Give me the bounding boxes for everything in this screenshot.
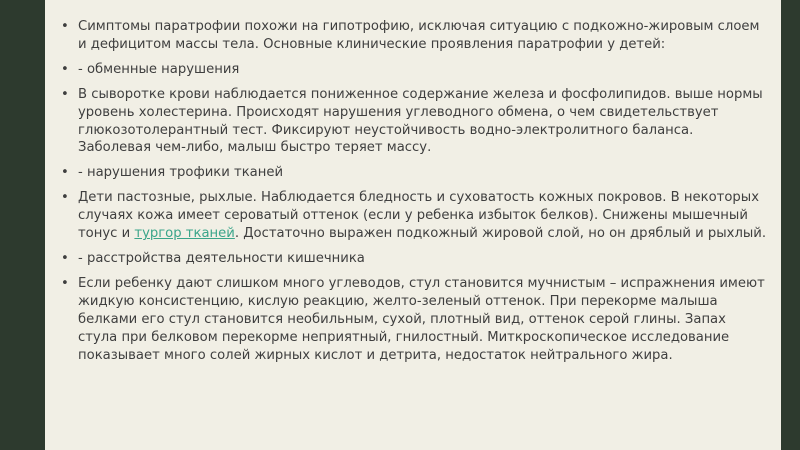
bullet-marker: •: [61, 165, 69, 181]
left-side-bar: [0, 0, 45, 450]
bullet-item-intro: [61, 18, 769, 54]
bullet-item-metabolic-heading: [61, 61, 769, 79]
bullet-marker: •: [61, 190, 69, 206]
bullet-text-after-link: . Достаточно выражен подкожный жировой слой, но он дряблый и рыхлый.: [234, 226, 767, 242]
bullet-text: - расстройства деятельности кишечника: [78, 250, 365, 266]
turgor-tkaney-link[interactable]: тургор тканей: [134, 226, 235, 242]
bullet-marker: •: [61, 86, 69, 102]
bullet-item-metabolic-details: [61, 86, 769, 158]
bullet-item-intestinal-details: [61, 275, 769, 365]
bullet-text-before-link: Дети пастозные, рыхлые. Наблюдается бледность и суховатость кожных покровов. В некоторых случаях кожа имеет сероватый оттенок (если у ребенка избыток белков). Снижены мышечный тонус и: [78, 190, 760, 242]
bullet-item-trophic-heading: [61, 164, 769, 182]
bullet-text: - нарушения трофики тканей: [78, 165, 284, 181]
bullet-marker: •: [61, 61, 69, 77]
bullet-marker: •: [61, 275, 69, 291]
bullet-item-trophic-details: [61, 189, 769, 243]
bullet-text: - обменные нарушения: [78, 61, 240, 77]
right-side-bar: [781, 0, 800, 450]
bullet-marker: •: [61, 250, 69, 266]
bullet-marker: •: [61, 19, 69, 34]
bullet-text: В сыворотке крови наблюдается пониженное содержание железа и фосфолипидов. выше нормы уровень холестерина. Происходят нарушения углеводного обмена, о чем свидетельствует глюкозотолерантный тест. Фиксируют неустойчивость водно-электролитного баланса. Заболевая чем-либо, малыш быстро теряет массу.: [78, 86, 763, 156]
bullet-text: Если ребенку дают слишком много углеводов, стул становится мучнистым – испражнения имеют жидкую консистенцию, кислую реакцию, желто-зеленый оттенок. При перекорме малыша белками его стул становится необильным, сухой, плотный вид, оттенок серой глины. Запах стула при белковом перекорме неприятный, гнилостный. Миткроскопическое исследование показывает много солей жирных кислот и детрита, недостаток нейтрального жира.: [78, 275, 765, 363]
bullet-item-intestinal-heading: [61, 250, 769, 268]
bullet-text: Симптомы паратрофии похожи на гипотрофию, исключая ситуацию с подкожно-жировым слоем и дефицитом массы тела. Основные клинические проявления паратрофии у детей:: [78, 19, 760, 52]
slide-content: [61, 18, 769, 371]
